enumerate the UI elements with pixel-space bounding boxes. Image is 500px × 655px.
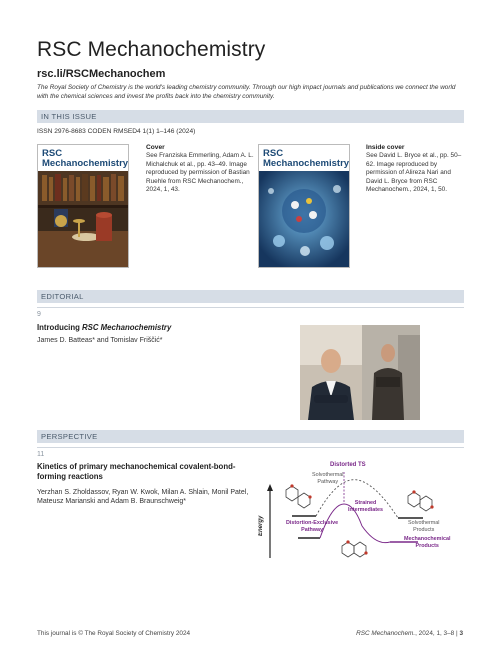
cover-label: Cover: [146, 144, 165, 151]
section-bar-in-this-issue: IN THIS ISSUE: [37, 110, 464, 123]
inside-cover-image-title: RSC Mechanochemistry: [263, 148, 350, 169]
inside-cover-text: See David L. Bryce et al., pp. 50–62. Image reproduced by permission of Alireza Nari and David L. Bryce from RSC Mechanochem., 2024, 1, 50.: [366, 152, 462, 194]
page-number: 3: [459, 630, 463, 637]
journal-tagline: The Royal Society of Chemistry is the world's leading chemistry community. Through our high impact journals and publications we connect the world with the chemical sciences and invest the profits back into the chemistry community.: [37, 84, 456, 100]
inside-cover-label: Inside cover: [366, 144, 405, 151]
inside-cover-image: [258, 144, 350, 268]
distorted-ts-label: Distorted TS: [330, 462, 366, 468]
perspective-title[interactable]: Kinetics of primary mechanochemical covalent-bond-forming reactions: [37, 462, 236, 481]
perspective-authors: Yerzhan S. Zholdassov, Ryan W. Kwok, Milan A. Shlain, Monil Patel, Mateusz Marianski and Adam B. Braunschweig*: [37, 489, 249, 506]
issn-line: ISSN 2976-8683 CODEN RMSED4 1(1) 1–146 (2024): [37, 128, 196, 135]
journal-url[interactable]: rsc.li/RSCMechanochem: [37, 68, 166, 80]
cover-image: [37, 144, 129, 268]
editorial-title[interactable]: Introducing RSC Mechanochemistry: [37, 323, 172, 332]
mechanochemical-products-label: Mechanochemical Products: [404, 536, 451, 549]
author-photo-2: [362, 325, 420, 420]
distortion-exclusive-pathway-label: Distortion-Exclusive Pathway: [286, 520, 339, 533]
footer-citation: RSC Mechanochem., 2024, 1, 3–8 | 3: [356, 630, 463, 637]
y-axis-label: Energy: [258, 515, 264, 536]
inside-cover-description: [366, 144, 466, 194]
solvothermal-pathway-label: Solvothermal Pathway: [312, 472, 344, 485]
cover-text: See Franziska Emmerling, Adam A. L. Michalchuk et al., pp. 43–49. Image reproduced by permission of Bastian Ruehle from RSC Mechanochem., 2024, 1, 43.: [146, 152, 254, 194]
section-bar-perspective: PERSPECTIVE: [37, 430, 464, 443]
perspective-page-number: 11: [37, 451, 45, 458]
cover-artwork: [38, 171, 128, 267]
author-photo-1: [300, 325, 362, 420]
cover-description: [146, 144, 261, 194]
journal-title: RSC Mechanochemistry: [37, 38, 266, 61]
energy-diagram: [258, 458, 463, 570]
section-bar-editorial: EDITORIAL: [37, 290, 464, 303]
divider: [37, 447, 464, 448]
divider: [37, 307, 464, 308]
inside-cover-artwork: [259, 171, 349, 267]
cover-image-title: RSC Mechanochemistry: [42, 148, 129, 169]
editorial-authors: James D. Batteas* and Tomislav Friščić*: [37, 337, 163, 344]
strained-intermediates-label: Strained Intermediates: [348, 500, 384, 513]
footer-copyright: This journal is © The Royal Society of Chemistry 2024: [37, 630, 191, 637]
solvothermal-products-label: Solvothermal Products: [408, 520, 440, 533]
editorial-page-number: 9: [37, 311, 41, 318]
